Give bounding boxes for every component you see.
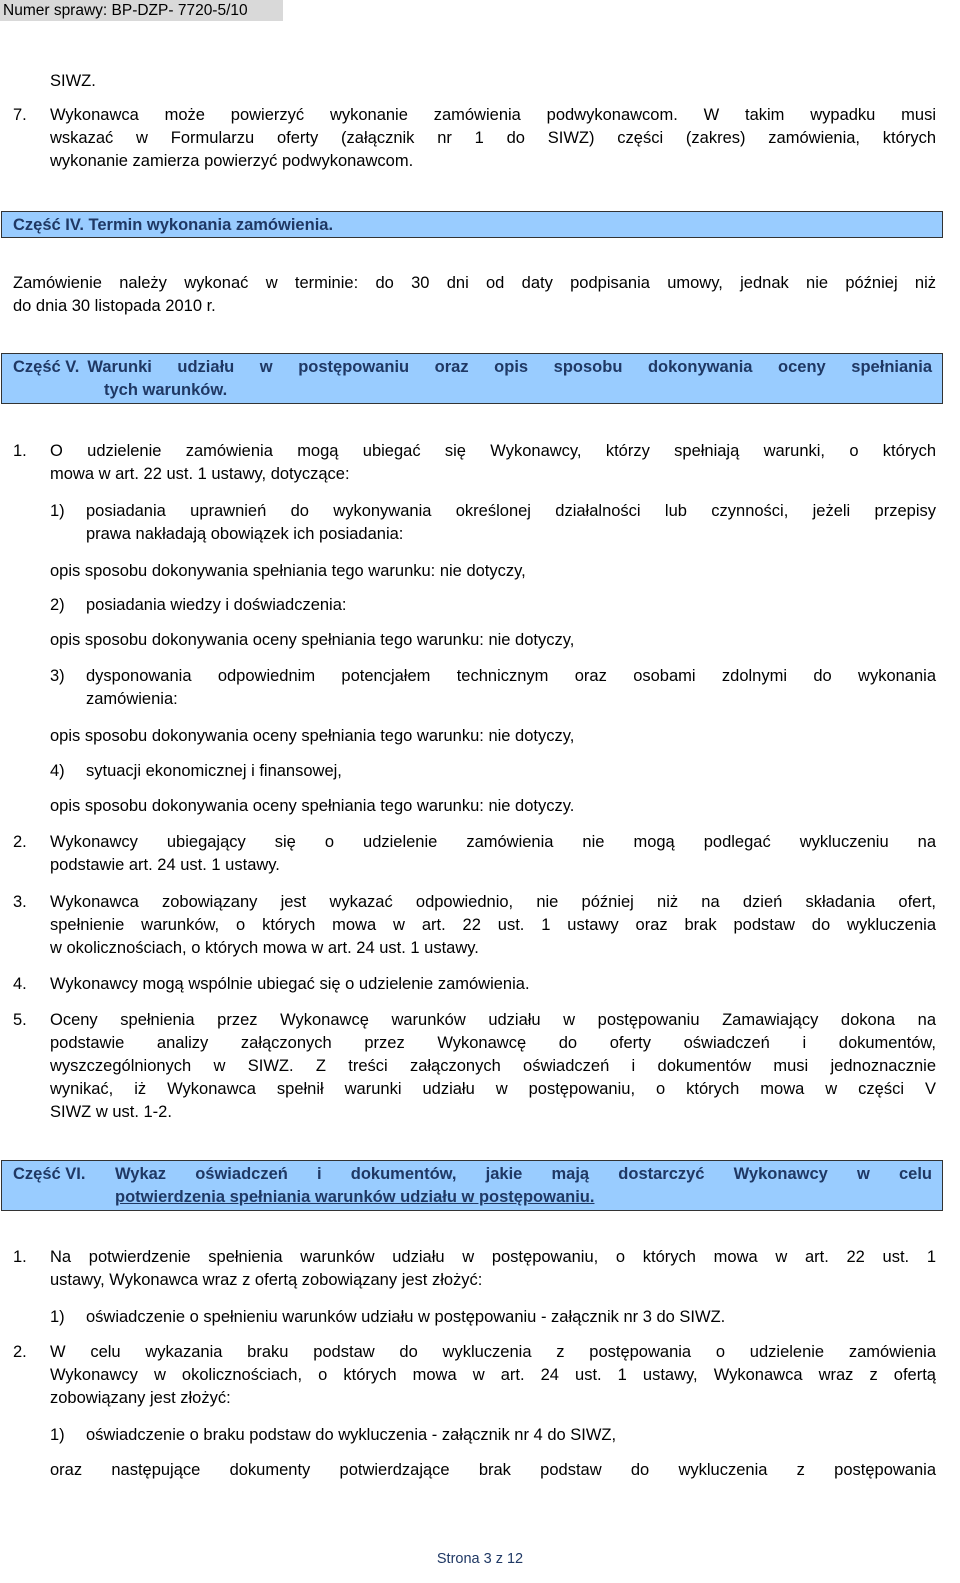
section-v-heading-line-2: tych warunków. [104,381,228,399]
v-2-line-2: podstawie art. 24 ust. 1 ustawy. [50,856,280,874]
v-3-line-2: spełnienie warunków, o których mowa w art. 22 ust. 1 ustawy oraz brak podstaw do wykluczenia [50,916,936,934]
v-2-line-1: Wykonawcy ubiegający się o udzielenie zamówienia nie mogą podlegać wykluczeniu na [50,833,936,851]
section-v-label: Część V. [13,358,80,376]
vi-2-number: 2. [13,1343,27,1361]
vi-2-line-3: zobowiązany jest złożyć: [50,1389,231,1407]
vi-1-1-text: oświadczenie o spełnieniu warunków udziału w postępowaniu - załącznik nr 3 do SIWZ. [86,1308,726,1326]
v-1-1-number: 1) [50,502,65,520]
siwz-tail-text: SIWZ. [50,72,96,90]
v-1-1-description: opis sposobu dokonywania spełniania tego warunku: nie dotyczy, [50,562,526,580]
page-number-footer: Strona 3 z 12 [436,1551,524,1567]
case-number-header: Numer sprawy: BP-DZP- 7720-5/10 [0,0,283,21]
v-1-2-description: opis sposobu dokonywania oceny spełniania tego warunku: nie dotyczy, [50,631,575,649]
v-4-number: 4. [13,975,27,993]
v-1-4-description: opis sposobu dokonywania oceny spełniania tego warunku: nie dotyczy. [50,797,575,815]
v-5-line-3: wyszczególnionych w SIWZ. Z treści załączonych oświadczeń i dokumentów musi jednoznacznie [50,1057,936,1075]
v-1-3-description: opis sposobu dokonywania oceny spełniania tego warunku: nie dotyczy, [50,727,575,745]
v-1-3-line-1: dysponowania odpowiednim potencjałem technicznym oraz osobami zdolnymi do wykonania [86,667,936,685]
section-iv-line-2: do dnia 30 listopada 2010 r. [13,297,216,315]
vi-1-text [50,1246,936,1292]
v-1-1-line-1: posiadania uprawnień do wykonywania określonej działalności lub czynności, jeżeli przepisy [86,502,936,520]
vi-2-line-2: Wykonawcy w okolicznościach, o których mowa w art. 24 ust. 1 ustawy, Wykonawca wraz z ofertą [50,1366,936,1384]
section-iv-line-1: Zamówienie należy wykonać w terminie: do 30 dni od daty podpisania umowy, jednak nie później niż [13,274,936,292]
vi-1-number: 1. [13,1248,27,1266]
item-7-line-2: wskazać w Formularzu oferty (załącznik nr 1 do SIWZ) części (zakres) zamówienia, których [50,129,936,147]
v-3-line-1: Wykonawca zobowiązany jest wykazać odpowiednio, nie później niż na dzień składania ofert, [50,893,936,911]
v-5-line-2: podstawie analizy załączonych przez Wykonawcę do oferty oświadczeń i dokumentów, [50,1034,936,1052]
v-1-4-text: sytuacji ekonomicznej i finansowej, [86,762,342,780]
v-2-text [50,831,936,877]
section-vi-label: Część VI. [13,1165,86,1183]
section-v-heading-line-1: Warunki udziału w postępowaniu oraz opis sposobu dokonywania oceny spełniania [87,358,932,376]
v-1-1-line-2: prawa nakładają obowiązek ich posiadania: [86,525,404,543]
v-1-3-text [86,665,936,711]
item-7-line-3: wykonanie zamierza powierzyć podwykonawcom. [50,152,414,170]
v-1-1-text [86,500,936,546]
v-3-text [50,891,936,960]
vi-2-line-1: W celu wykazania braku podstaw do wykluczenia z postępowania o udzielenie zamówienia [50,1343,936,1361]
vi-1-line-1: Na potwierdzenie spełnienia warunków udziału w postępowaniu, o których mowa w art. 22 ust. 1 [50,1248,936,1266]
section-v-heading [1,353,943,404]
v-5-number: 5. [13,1011,27,1029]
v-3-number: 3. [13,893,27,911]
v-5-line-4: wynikać, iż Wykonawca spełnił warunki udziału w postępowaniu, o których mowa w części V [50,1080,936,1098]
v-4-text: Wykonawcy mogą wspólnie ubiegać się o udzielenie zamówienia. [50,975,530,993]
v-1-4-number: 4) [50,762,65,780]
v-1-3-number: 3) [50,667,65,685]
vi-2-text [50,1341,936,1410]
vi-1-line-2: ustawy, Wykonawca wraz z ofertą zobowiązany jest złożyć: [50,1271,483,1289]
section-vi-heading [1,1160,943,1211]
vi-1-1-number: 1) [50,1308,65,1326]
v-2-number: 2. [13,833,27,851]
v-5-text [50,1009,936,1124]
v-5-line-5: SIWZ w ust. 1-2. [50,1103,172,1121]
v-1-2-text: posiadania wiedzy i doświadczenia: [86,596,347,614]
vi-2-tail-text [50,1459,936,1482]
v-1-line-2: mowa w art. 22 ust. 1 ustawy, dotyczące: [50,465,350,483]
section-iv-heading-text: Część IV. Termin wykonania zamówienia. [13,216,334,234]
vi-2-1-number: 1) [50,1426,65,1444]
item-7-text [50,104,936,173]
v-1-3-line-2: zamówienia: [86,690,178,708]
v-3-line-3: w okolicznościach, o których mowa w art. 24 ust. 1 ustawy. [50,939,479,957]
section-vi-heading-line-2: potwierdzenia spełniania warunków udziału w postępowaniu. [115,1188,595,1206]
v-1-text [50,440,936,486]
vi-2-1-text: oświadczenie o braku podstaw do wykluczenia - załącznik nr 4 do SIWZ, [86,1426,617,1444]
v-1-line-1: O udzielenie zamówienia mogą ubiegać się Wykonawcy, którzy spełniają warunki, o których [50,442,936,460]
item-7-number: 7. [13,106,27,124]
v-5-line-1: Oceny spełnienia przez Wykonawcę warunków udziału w postępowaniu Zamawiający dokona na [50,1011,936,1029]
vi-2-tail-line: oraz następujące dokumenty potwierdzające brak podstaw do wykluczenia z postępowania [50,1461,936,1479]
section-iv-heading [1,211,943,238]
v-1-2-number: 2) [50,596,65,614]
v-1-number: 1. [13,442,27,460]
section-vi-heading-line-1: Wykaz oświadczeń i dokumentów, jakie mają dostarczyć Wykonawcy w celu [115,1165,932,1183]
item-7-line-1: Wykonawca może powierzyć wykonanie zamówienia podwykonawcom. W takim wypadku musi [50,106,936,124]
section-iv-text [13,272,936,318]
